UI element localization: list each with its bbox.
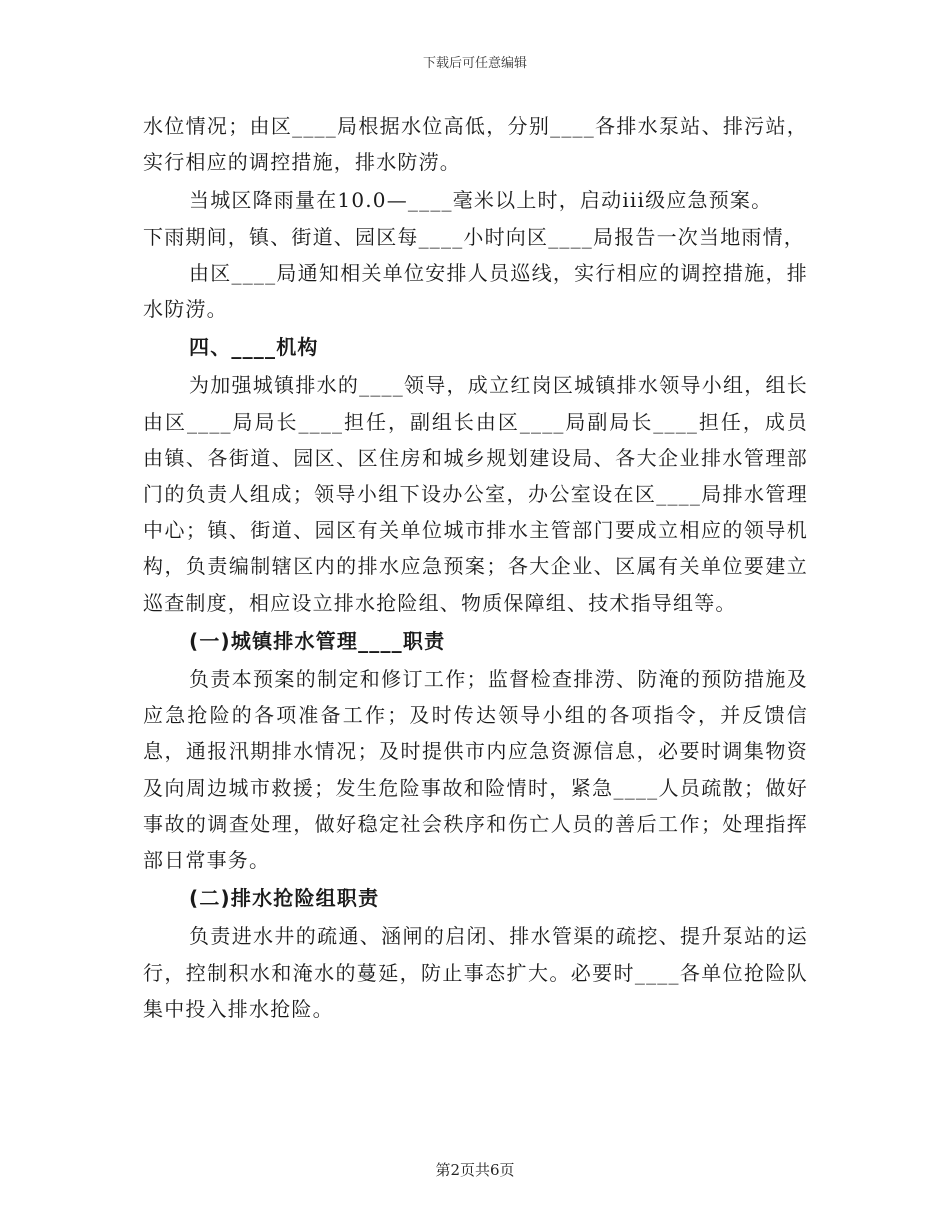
- paragraph: 负责进水井的疏通、涵闸的启闭、排水管渠的疏挖、提升泵站的运行，控制积水和淹水的蔓延，防止事态扩大。必要时____各单位抢险队集中投入排水抢险。: [143, 924, 808, 1021]
- paragraph: 下雨期间，镇、街道、园区每____小时向区____局报告一次当地雨情，: [143, 224, 805, 249]
- subsection-heading: (一)城镇排水管理____职责: [189, 628, 446, 653]
- subsection-heading: (二)排水抢险组职责: [189, 886, 380, 911]
- page-footer: 第2页共6页: [435, 1161, 515, 1179]
- paragraph: 水位情况；由区____局根据水位高低，分别____各排水泵站、排污站，实行相应的调控措施，排水防涝。: [143, 114, 808, 175]
- section-heading: 四、____机构: [189, 335, 319, 360]
- paragraph: 为加强城镇排水的____领导，成立红岗区城镇排水领导小组，组长由区____局局长____担任，副组长由区____局副局长____担任，成员由镇、各街道、园区、区住房和城乡规划建设局、各大企业排水管理部门的负责人组成；领导小组下设办公室，办公室设在区____局排水管理中心；镇、街道、园区有关单位城市排水主管部门要成立相应的领导机构，负责编制辖区内的排水应急预案；各大企业、区属有关单位要建立巡查制度，相应设立排水抢险组、物质保障组、技术指导组等。: [143, 373, 808, 615]
- paragraph: 由区____局通知相关单位安排人员巡线，实行相应的调控措施，排水防涝。: [143, 260, 808, 322]
- page-header: 下载后可任意编辑: [422, 56, 527, 71]
- document-body: [143, 108, 808, 1027]
- paragraph: 负责本预案的制定和修订工作；监督检查排涝、防淹的预防措施及应急抢险的各项准备工作；及时传达领导小组的各项指令，并反馈信息，通报汛期排水情况；及时提供市内应急资源信息，必要时调集物资及向周边城市救援；发生危险事故和险情时，紧急____人员疏散；做好事故的调查处理，做好稳定社会秩序和伤亡人员的善后工作；处理指挥部日常事务。: [143, 667, 808, 873]
- paragraph: 当城区降雨量在10.0—____毫米以上时，启动iii级应急预案。: [189, 188, 773, 213]
